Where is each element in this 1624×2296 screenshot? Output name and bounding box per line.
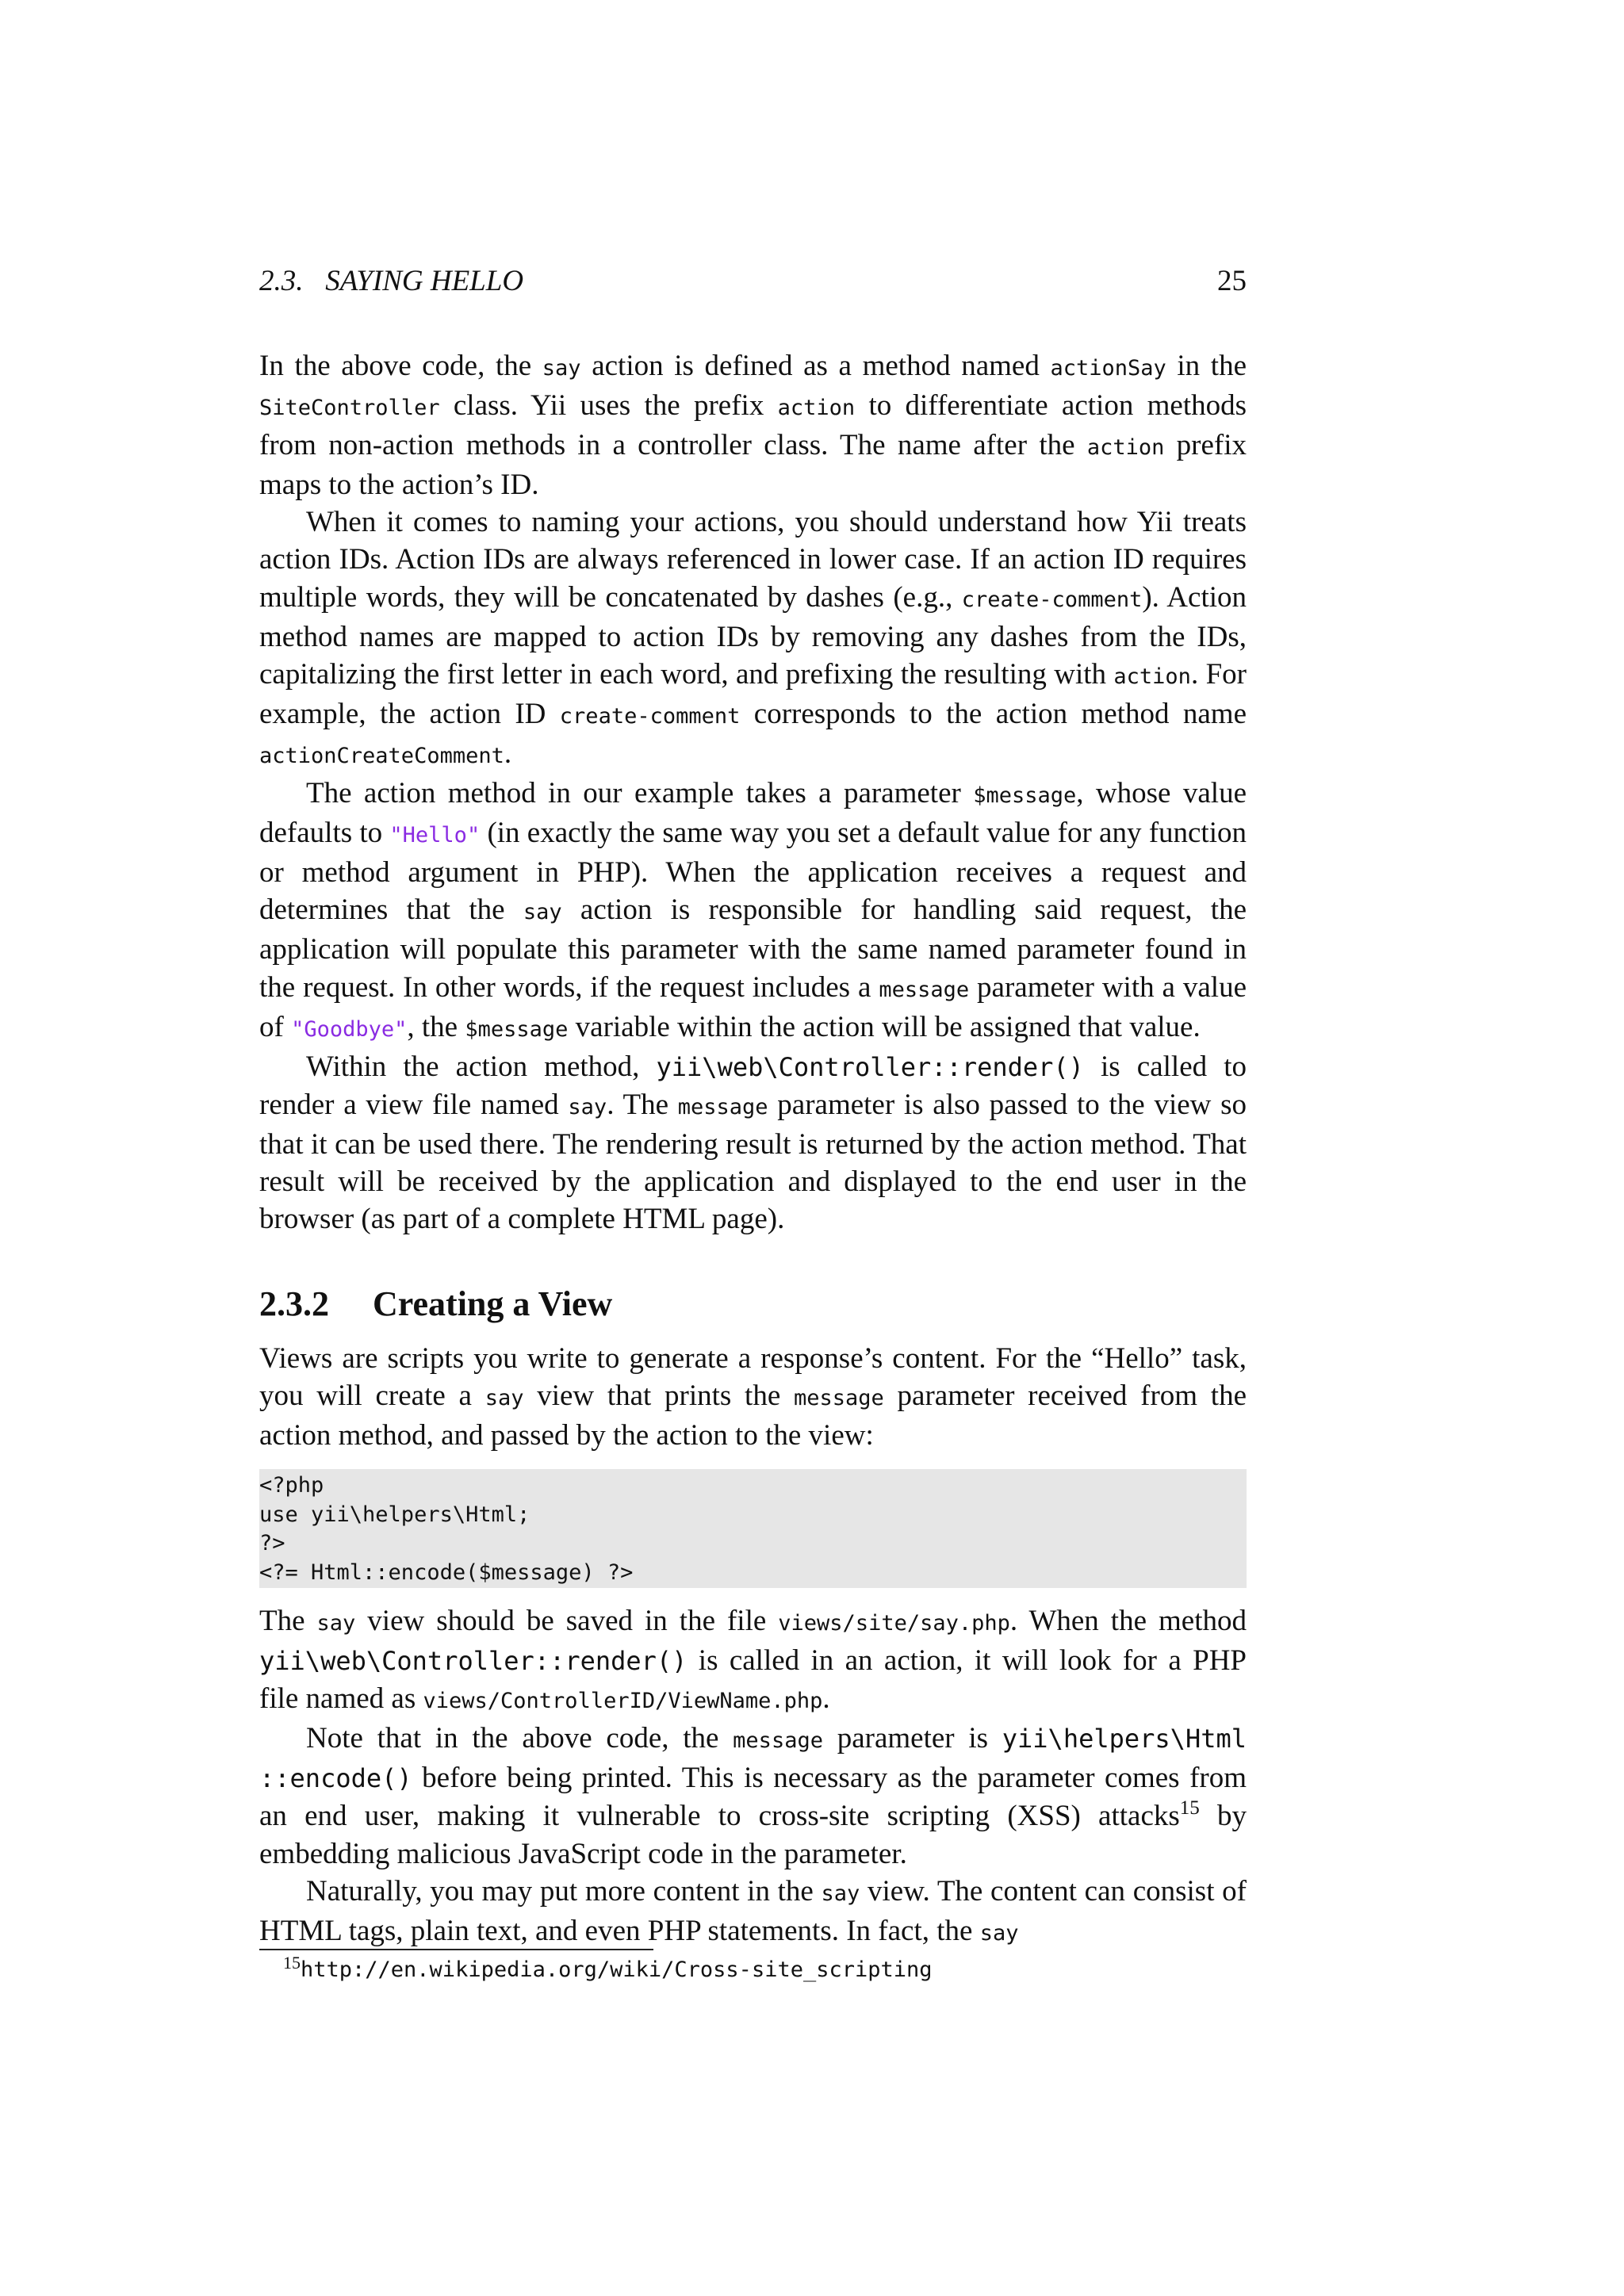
paragraph (259, 1720, 1247, 1872)
text: parameter is also passed to the view so that it can be used there. The rendering result is returned by the action method. That result will be received by the application and displayed to the end user in the browser (as part of a complete HTML page). (259, 1088, 1247, 1236)
inline-code: say (568, 1094, 607, 1119)
text: view that prints the (523, 1380, 794, 1413)
inline-code: message (794, 1386, 884, 1411)
inline-code: views/ControllerID/ViewName.php (423, 1689, 823, 1714)
text: view. The content can consist of HTML tags, plain text, and even PHP statements. In fact, the (259, 1874, 1247, 1947)
text: Naturally, you may put more content in the (306, 1874, 822, 1908)
footnote-link[interactable]: http://en.wikipedia.org/wiki/Cross-site_scripting (301, 1957, 933, 1982)
inline-code: message (879, 977, 970, 1002)
text: action is responsible for handling said request, the application will populate this parameter with the same named parameter found in the request. In other words, if the request includes a (259, 894, 1247, 1004)
text: variable within the action will be assigned that value. (568, 1010, 1201, 1043)
paragraph (259, 1048, 1247, 1238)
text: . When the method (1009, 1605, 1247, 1637)
inline-string-literal: "Hello" (389, 823, 481, 848)
code-line: ?> (259, 1531, 285, 1556)
inline-code: yii\web\Controller::render() (656, 1051, 1084, 1082)
text: by embedding malicious JavaScript code in the parameter. (259, 1800, 1247, 1870)
inline-code: SiteController (259, 396, 440, 421)
text: . (822, 1682, 830, 1716)
text: class. Yii uses the prefix (439, 389, 778, 423)
inline-code: action (1113, 664, 1191, 689)
inline-code: create-comment (559, 703, 741, 729)
inline-code: say (979, 1920, 1019, 1946)
text: ). Action method names are mapped to action IDs by removing any dashes from the IDs, capitalizing the first letter in each word, and prefixing the resulting with (259, 580, 1247, 691)
text: before being printed. This is necessary as the parameter comes from an end user, making it vulnerable to cross-site scripting (XSS) attacks (259, 1762, 1247, 1833)
inline-code: $message (465, 1016, 569, 1042)
inline-code: say (523, 900, 562, 925)
text: in the (1166, 350, 1247, 382)
inline-code: create-comment (961, 587, 1143, 612)
inline-code: say (485, 1386, 524, 1411)
body-section-2 (259, 1340, 1247, 1454)
inline-code: yii\helpers\Html ::encode() (259, 1724, 1247, 1794)
text: corresponds to the action method name (740, 697, 1247, 730)
footnote (283, 1954, 933, 1986)
body-section-1 (259, 347, 1247, 1238)
inline-code: message (677, 1094, 768, 1119)
text: view should be saved in the file (355, 1605, 779, 1637)
paragraph (259, 1873, 1247, 1952)
text: to differentiate action methods from non-action methods in a controller class. The name after the (259, 389, 1247, 462)
code-block (259, 1469, 1247, 1588)
text: parameter received from the action method, and passed by the action to the view: (259, 1380, 1247, 1452)
text: prefix maps to the action’s ID. (259, 429, 1247, 502)
inline-code: views/site/say.php (778, 1611, 1010, 1636)
paragraph (259, 503, 1247, 775)
paragraph (259, 1340, 1247, 1454)
text: . For example, the action ID (259, 657, 1247, 730)
code-line: use yii\helpers\Html; (259, 1502, 530, 1527)
inline-code: action (777, 396, 856, 421)
inline-code: message (733, 1728, 823, 1754)
text: , the (407, 1010, 465, 1043)
text: . (504, 737, 512, 770)
inline-code: action (1086, 435, 1165, 461)
text: In the above code, the (259, 350, 542, 382)
inline-code: actionSay (1050, 356, 1166, 381)
text: is called in an action, it will look for a PHP file named as (259, 1644, 1247, 1716)
text: parameter is (822, 1722, 1002, 1755)
inline-code: say (821, 1881, 860, 1906)
code-line: <?= Html::encode($message) ?> (259, 1559, 634, 1585)
text: The action method in our example takes a parameter (306, 777, 974, 810)
text: Within the action method, (306, 1050, 657, 1083)
inline-code: yii\web\Controller::render() (259, 1646, 688, 1677)
section-title: Creating a View (373, 1284, 613, 1323)
section-number: 2.3.2 (259, 1284, 329, 1323)
text: The (259, 1605, 317, 1637)
inline-code: say (316, 1611, 356, 1636)
paragraph (259, 775, 1247, 1048)
section-heading (259, 1282, 1247, 1326)
text: parameter with a value of (259, 970, 1247, 1043)
text: action is defined as a method named (580, 350, 1051, 382)
text: When it comes to naming your actions, you should understand how Yii treats action IDs. Action IDs are always referenced in lower case. If an action ID requires multiple words, they will be concatenated by dashes (e.g., (259, 506, 1247, 614)
inline-code: say (542, 356, 581, 381)
body-section-3 (259, 1602, 1247, 1952)
text: Note that in the above code, the (306, 1722, 733, 1755)
footnote-mark: 15 (283, 1953, 301, 1973)
paragraph (259, 347, 1247, 503)
text: . The (607, 1088, 678, 1121)
footnote-reference[interactable]: 15 (1179, 1797, 1200, 1820)
code-line: <?php (259, 1473, 324, 1498)
footnote-rule (259, 1949, 653, 1950)
paragraph (259, 1602, 1247, 1720)
inline-code: $message (973, 783, 1077, 809)
text: , whose value defaults to (259, 777, 1247, 850)
running-head-title: 2.3. SAYING HELLO (259, 265, 524, 297)
text: (in exactly the same way you set a default value for any function or method argument in PHP). When the application receives a request and determines that the (259, 817, 1247, 927)
inline-code: actionCreateComment (259, 743, 504, 768)
running-head (259, 262, 1247, 301)
text: is called to render a view file named (259, 1050, 1247, 1121)
inline-string-literal: "Goodbye" (291, 1016, 408, 1042)
text: Views are scripts you write to generate a response’s content. For the “Hello” task, you will create a (259, 1342, 1247, 1413)
page-number: 25 (1217, 265, 1247, 297)
